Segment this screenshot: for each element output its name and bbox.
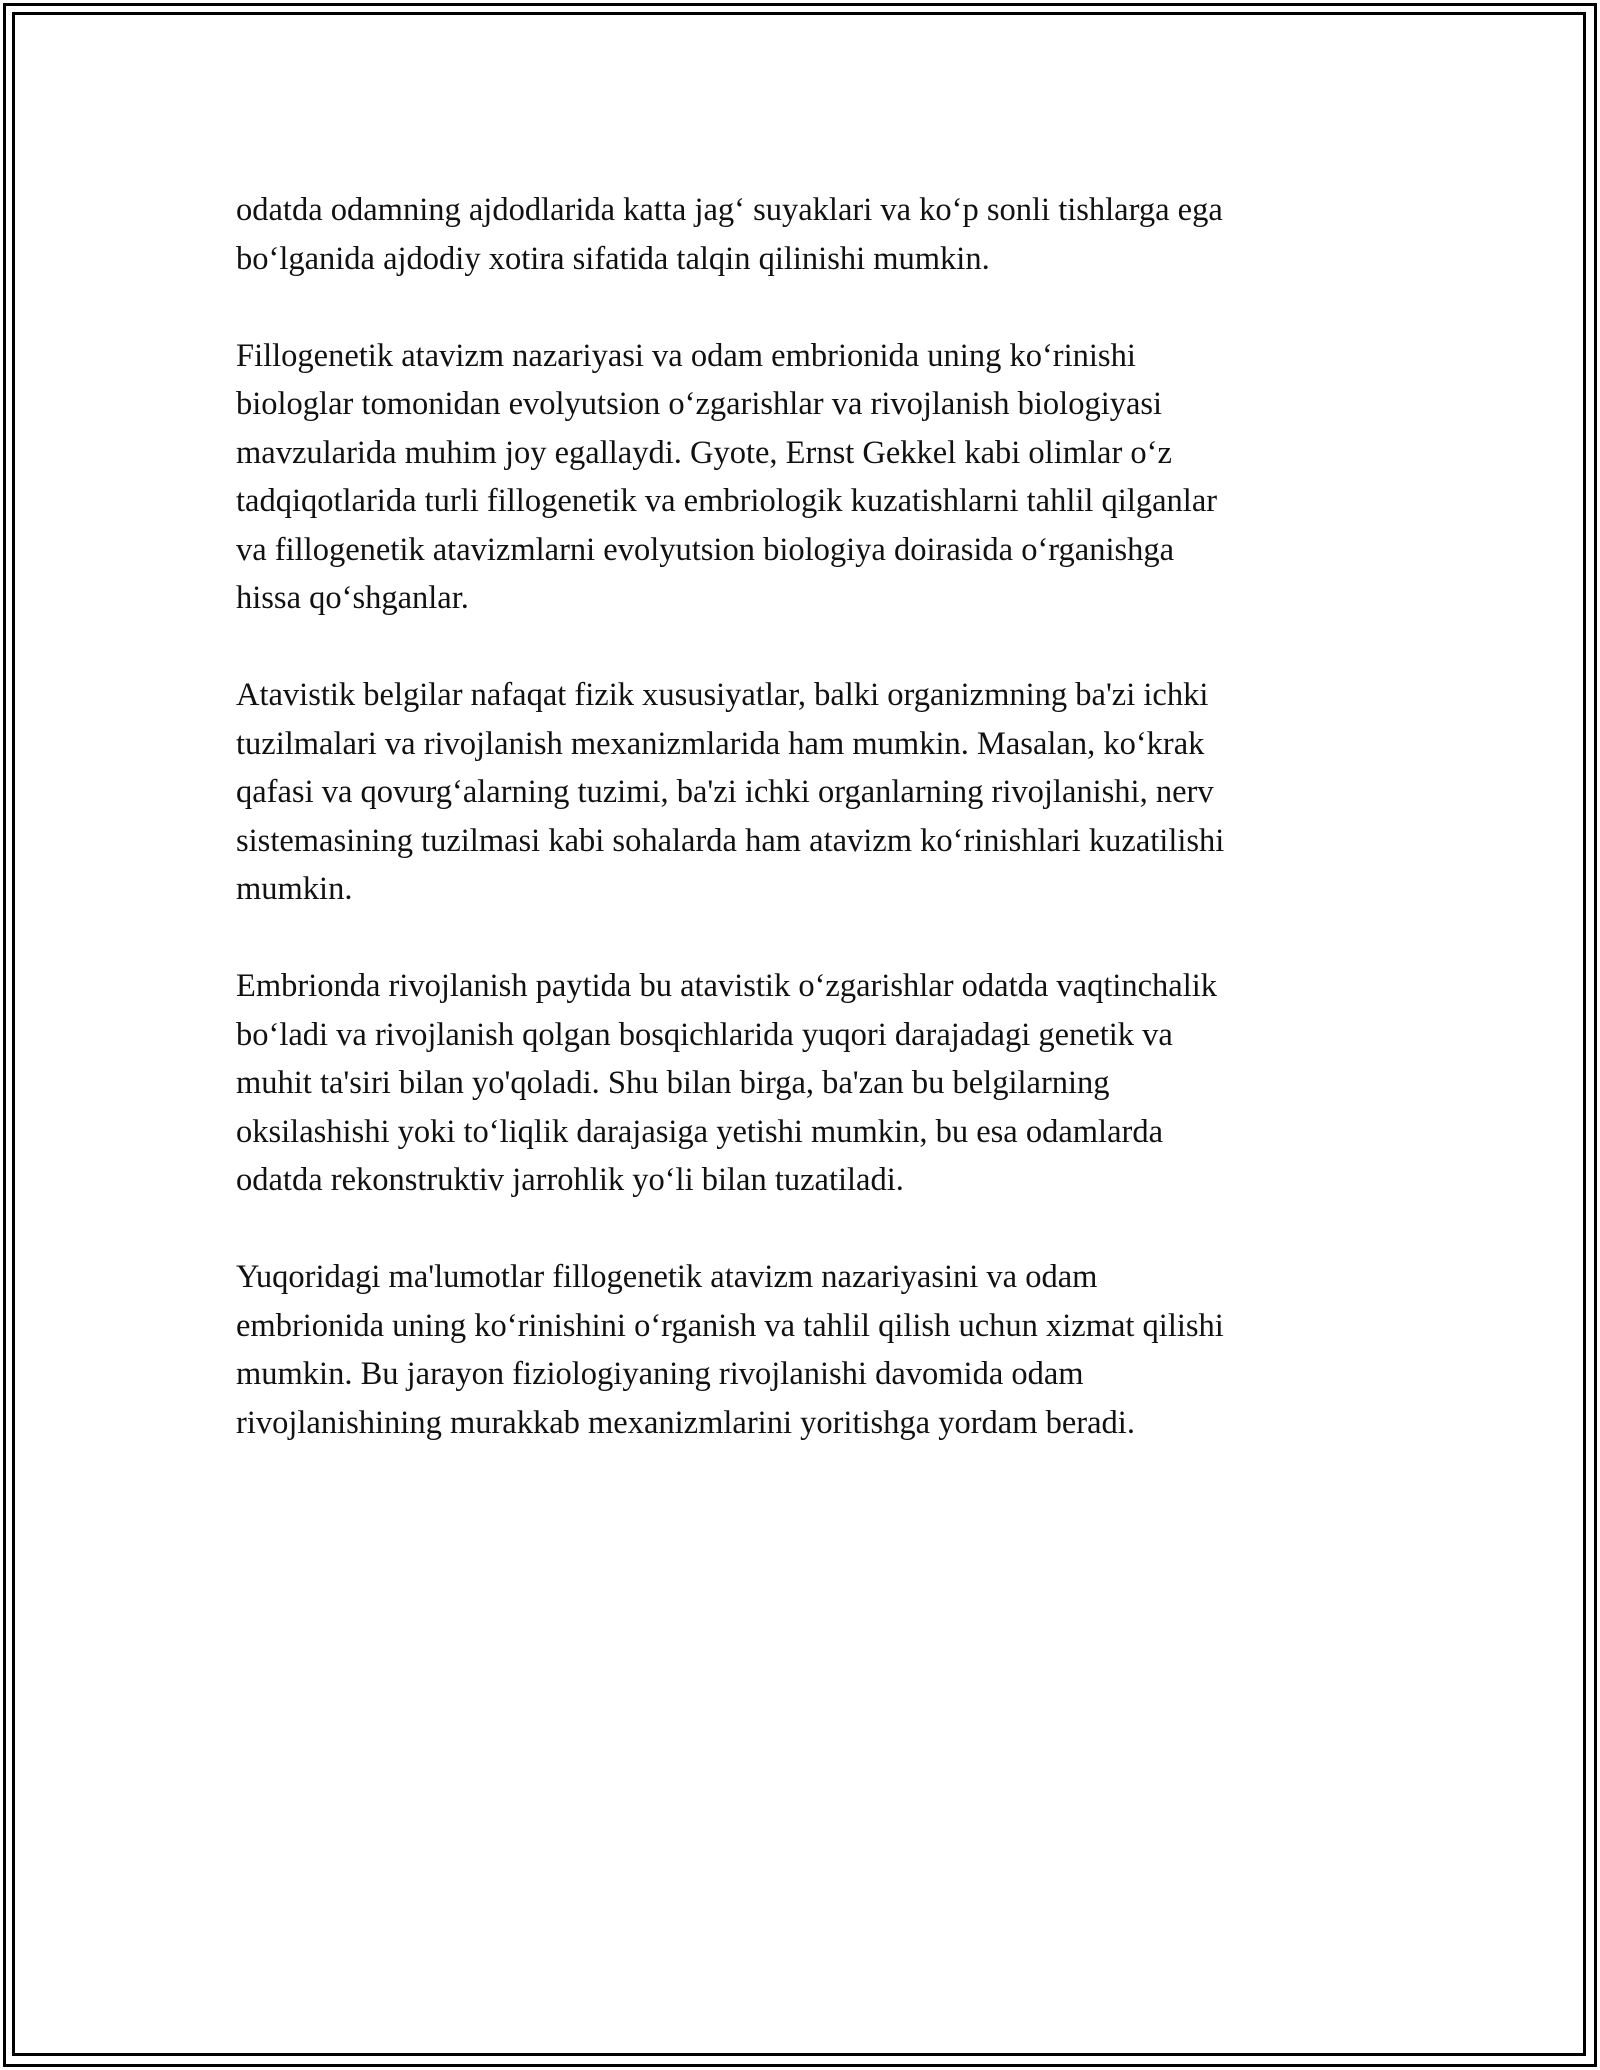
text-line: qafasi va qovurg‘alarning tuzimi, ba'zi ichki organlarning rivojlanishi, nerv [236, 774, 1214, 810]
paragraph-3 [236, 671, 1366, 914]
text-line: bo‘lganida ajdodiy xotira sifatida talqin qilinishi mumkin. [236, 240, 990, 277]
text-line: mumkin. Bu jarayon fiziologiyaning rivojlanishi davomida odam [236, 1356, 1084, 1392]
paragraph-5 [236, 1253, 1366, 1447]
text-line: tuzilmalari va rivojlanish mexanizmlarida ham mumkin. Masalan, ko‘krak [236, 725, 1205, 762]
text-line: biologlar tomonidan evolyutsion o‘zgarishlar va rivojlanish biologiyasi [236, 386, 1163, 422]
text-line: mumkin. [236, 871, 353, 907]
text-line: mavzularida muhim joy egallaydi. Gyote, Ernst Gekkel kabi olimlar o‘z [236, 434, 1172, 471]
text-line: Fillogenetik atavizm nazariyasi va odam embrionida uning ko‘rinishi [236, 337, 1136, 374]
text-line: bo‘ladi va rivojlanish qolgan bosqichlarida yuqori darajadagi genetik va [236, 1016, 1173, 1053]
text-line: rivojlanishining murakkab mexanizmlarini yoritishga yordam beradi. [236, 1404, 1135, 1441]
text-line: hissa qo‘shganlar. [236, 580, 469, 616]
text-line: Yuqoridagi ma'lumotlar fillogenetik atavizm nazariyasini va odam [236, 1259, 1098, 1295]
text-line: Embrionda rivojlanish paytida bu atavistik o‘zgarishlar odatda vaqtinchalik [236, 968, 1218, 1004]
text-line: oksilashishi yoki to‘liqlik darajasiga yetishi mumkin, bu esa odamlarda [236, 1113, 1163, 1150]
document-body [236, 186, 1366, 1447]
text-line: Atavistik belgilar nafaqat fizik xususiyatlar, balki organizmning ba'zi ichki [236, 677, 1209, 713]
text-line: odatda rekonstruktiv jarrohlik yo‘li bilan tuzatiladi. [236, 1162, 904, 1198]
text-line: embrionida uning ko‘rinishini o‘rganish va tahlil qilish uchun xizmat qilishi [236, 1307, 1224, 1344]
text-line: sistemasining tuzilmasi kabi sohalarda ham atavizm ko‘rinishlari kuzatilishi [236, 822, 1225, 859]
text-line: muhit ta'siri bilan yo'qoladi. Shu bilan birga, ba'zan bu belgilarning [236, 1065, 1110, 1101]
paragraph-4 [236, 962, 1366, 1205]
text-line: va fillogenetik atavizmlarni evolyutsion biologiya doirasida o‘rganishga [236, 531, 1175, 568]
paragraph-1 [236, 186, 1366, 283]
paragraph-2 [236, 332, 1366, 623]
text-line: odatda odamning ajdodlarida katta jag‘ suyaklari va ko‘p sonli tishlarga ega [236, 192, 1223, 228]
text-line: tadqiqotlarida turli fillogenetik va embriologik kuzatishlarni tahlil qilganlar [236, 483, 1218, 519]
